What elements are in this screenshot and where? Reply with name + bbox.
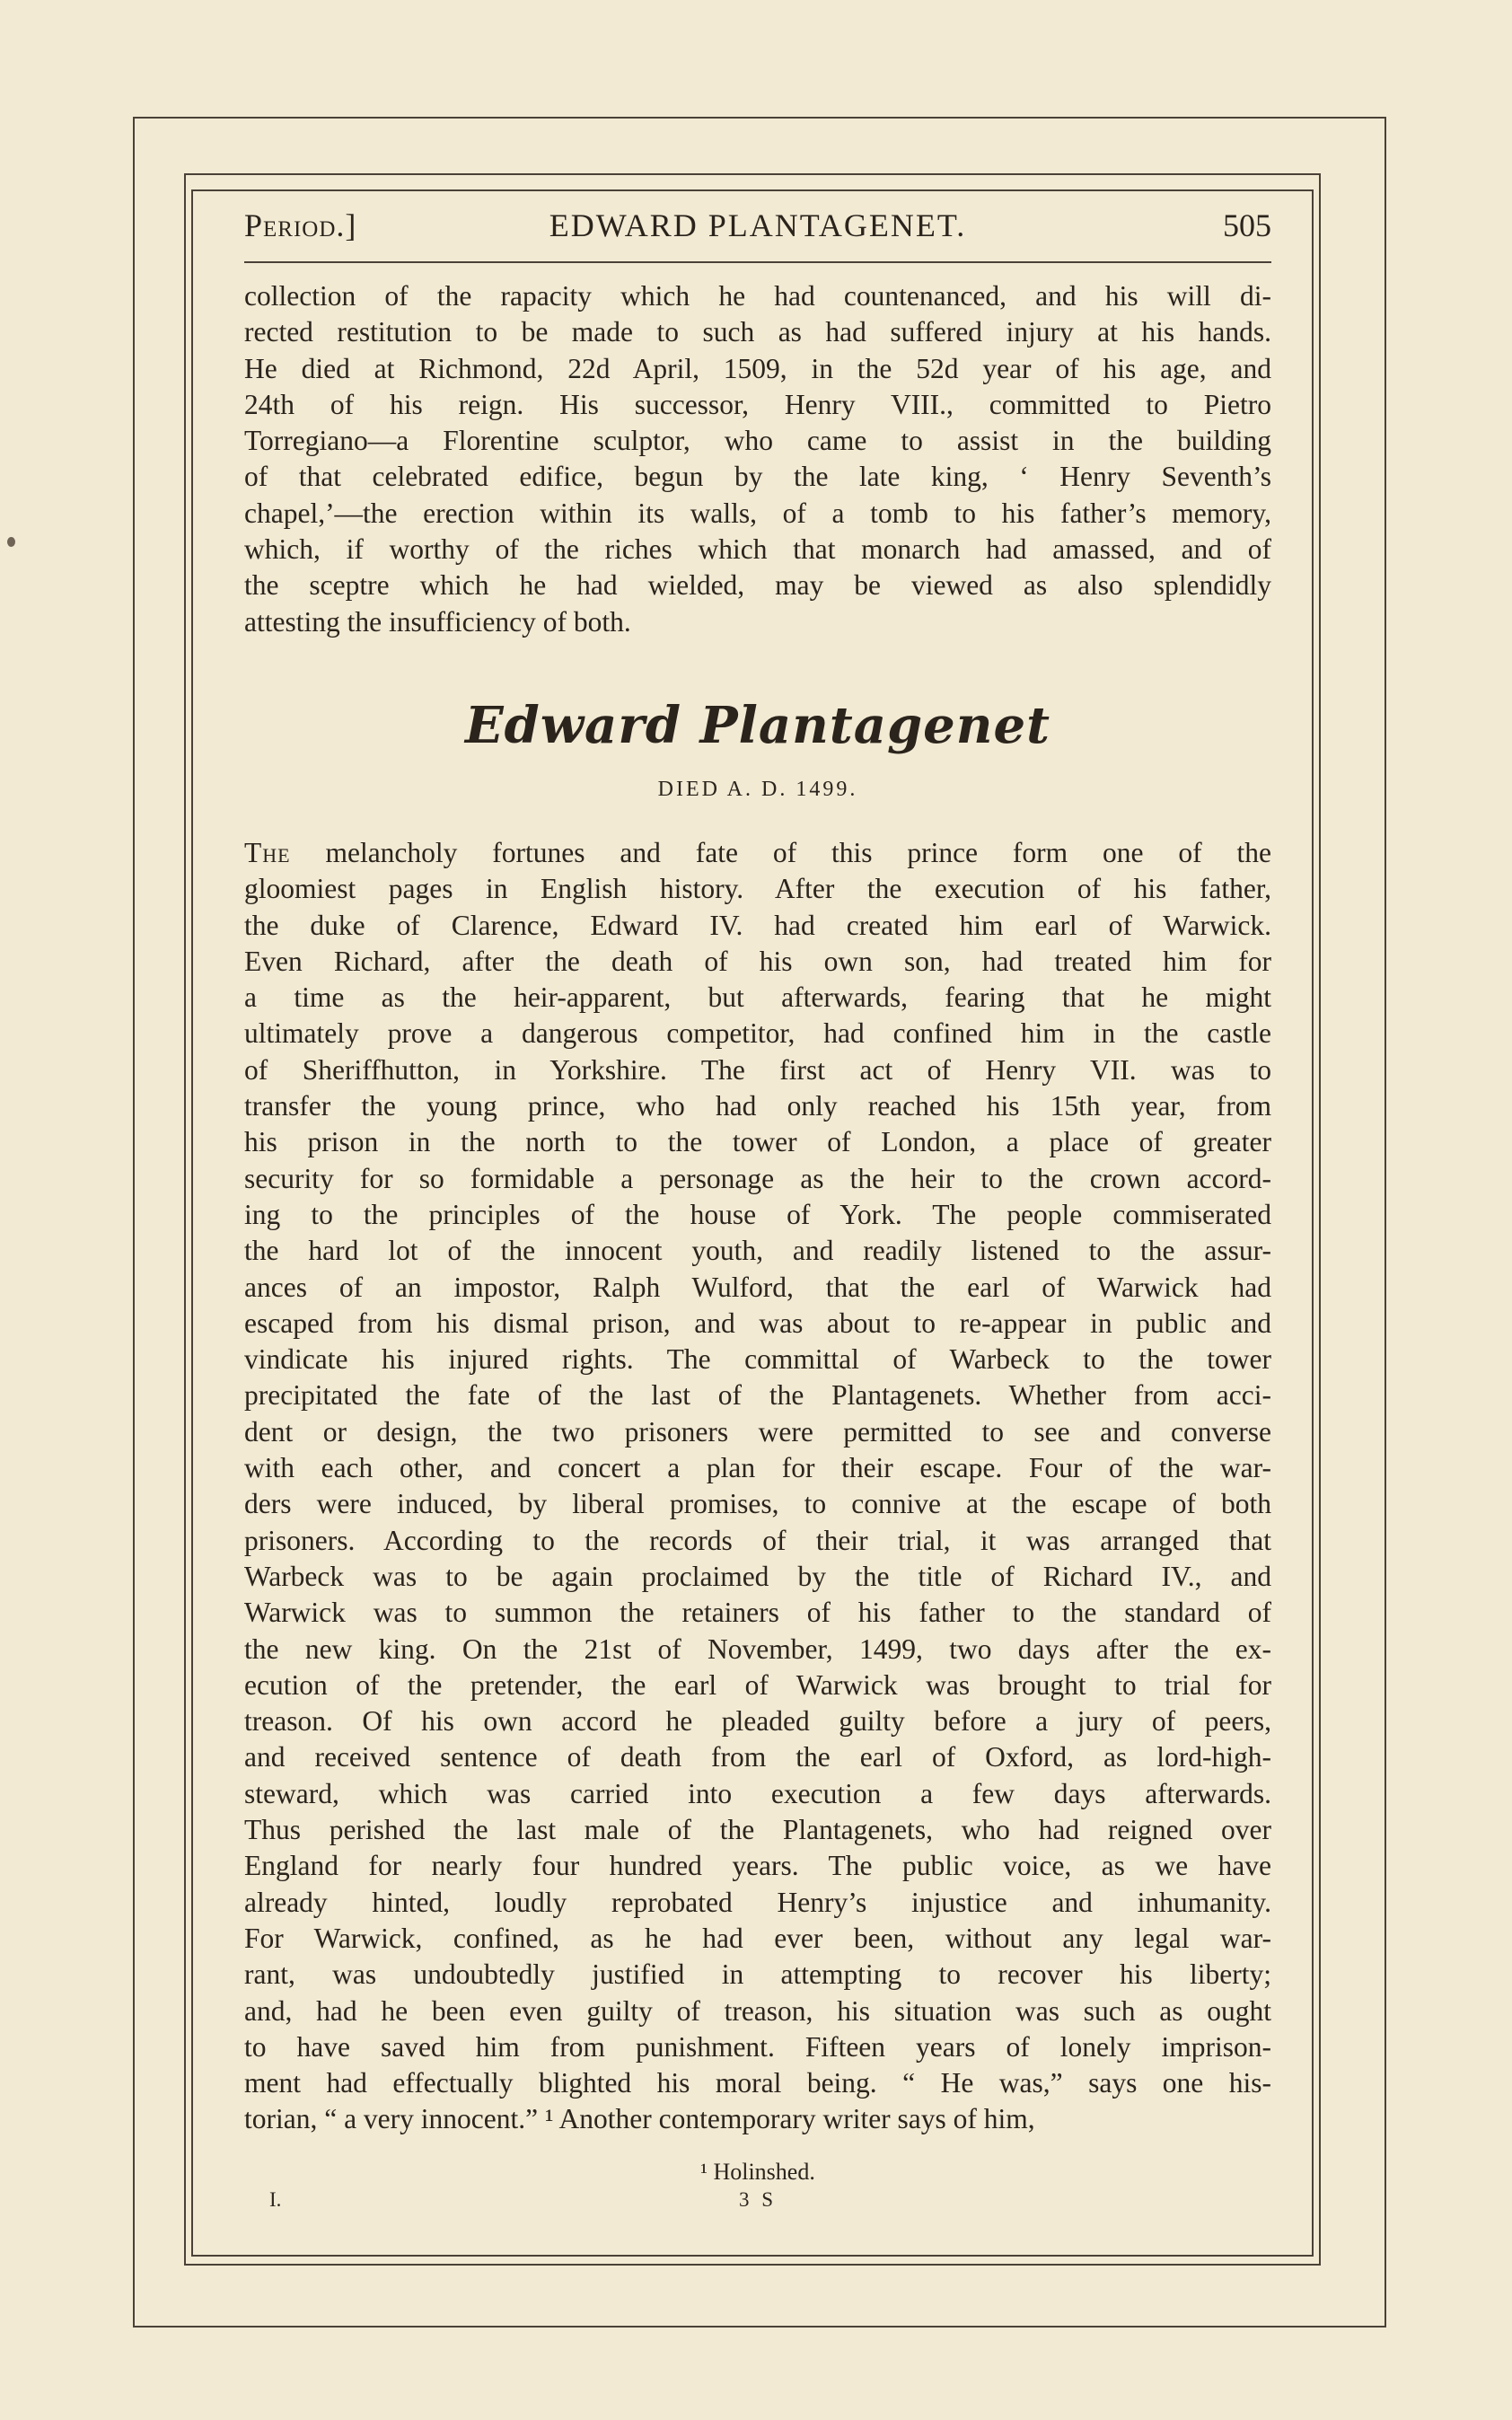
text-line: with each other, and concert a plan for their escape. Four of the war- bbox=[244, 1452, 1271, 1484]
text-line: Torregiano—a Florentine sculptor, who came to assist in the building bbox=[244, 425, 1271, 457]
section-date: DIED A. D. 1499. bbox=[657, 778, 858, 801]
text-line: Thus perished the last male of the Plantagenets, who had reigned over bbox=[244, 1814, 1271, 1846]
text-line: dent or design, the two prisoners were permitted to see and converse bbox=[244, 1415, 1271, 1448]
body-line bbox=[244, 835, 1271, 871]
text-line: For Warwick, confined, as he had ever been, without any legal war- bbox=[244, 1922, 1271, 1954]
text-line: attesting the insufficiency of both. bbox=[244, 605, 631, 638]
text-line: transfer the young prince, who had only reached his 15th year, from bbox=[244, 1090, 1271, 1122]
text-line: rected restitution to be made to such as had suffered injury at his hands. bbox=[244, 316, 1271, 348]
text-line: and, had he been even guilty of treason, his situation was such as ought bbox=[244, 1994, 1271, 2027]
body-first-line-rest: melancholy fortunes and fate of this prince form one of the bbox=[290, 837, 1271, 868]
header-title: EDWARD PLANTAGENET. bbox=[549, 207, 967, 243]
text-line: ment had effectually blighted his moral being. “ He was,” says one his- bbox=[244, 2067, 1271, 2099]
text-line: to have saved him from punishment. Fifteen years of lonely imprison- bbox=[244, 2030, 1271, 2063]
text-line: the duke of Clarence, Edward IV. had created him earl of Warwick. bbox=[244, 909, 1271, 941]
text-line: Even Richard, after the death of his own son, had treated him for bbox=[244, 945, 1271, 977]
text-line: England for nearly four hundred years. The public voice, as we have bbox=[244, 1850, 1271, 1882]
text-line: chapel,’—the erection within its walls, of a tomb to his father’s memory, bbox=[244, 497, 1271, 529]
text-line: of that celebrated edifice, begun by the late king, ‘ Henry Seventh’s bbox=[244, 461, 1271, 493]
text-line: ances of an impostor, Ralph Wulford, that the earl of Warwick had bbox=[244, 1271, 1271, 1303]
text-line: ing to the principles of the house of York. The people commiserated bbox=[244, 1198, 1271, 1230]
text-line: prisoners. According to the records of their trial, it was arranged that bbox=[244, 1524, 1271, 1556]
text-line: vindicate his injured rights. The committal of Warbeck to the tower bbox=[244, 1343, 1271, 1376]
section-title: Edward Plantagenet bbox=[464, 696, 1051, 755]
text-line: of Sheriffhutton, in Yorkshire. The first act of Henry VII. was to bbox=[244, 1053, 1271, 1086]
margin-ink-spot bbox=[7, 537, 15, 547]
text-line: ultimately prove a dangerous competitor, had confined him in the castle bbox=[244, 1017, 1271, 1050]
text-line: collection of the rapacity which he had countenanced, and his will di- bbox=[244, 280, 1271, 312]
text-line: treason. Of his own accord he pleaded guilty before a jury of peers, bbox=[244, 1705, 1271, 1738]
intro-paragraph bbox=[244, 278, 1271, 640]
text-line: torian, “ a very innocent.” ¹ Another contemporary writer says of him, bbox=[244, 2103, 1035, 2135]
text-line: which, if worthy of the riches which that monarch had amassed, and of bbox=[244, 533, 1271, 566]
text-line: ecution of the pretender, the earl of Warwick was brought to trial for bbox=[244, 1668, 1271, 1701]
signature-mark: 3 S bbox=[738, 2188, 778, 2211]
text-line: gloomiest pages in English history. After the execution of his father, bbox=[244, 873, 1271, 905]
text-line: his prison in the north to the tower of London, a place of greater bbox=[244, 1126, 1271, 1158]
text-line: 24th of his reign. His successor, Henry VIII., committed to Pietro bbox=[244, 388, 1271, 420]
text-line: ders were induced, by liberal promises, to connive at the escape of both bbox=[244, 1488, 1271, 1520]
text-line: Warbeck was to be again proclaimed by the title of Richard IV., and bbox=[244, 1560, 1271, 1592]
body-paragraph bbox=[244, 835, 1271, 2138]
page-number: 505 bbox=[1223, 207, 1271, 243]
header-period: Period.] bbox=[244, 207, 357, 243]
text-line: He died at Richmond, 22d April, 1509, in the 52d year of his age, and bbox=[244, 352, 1271, 384]
text-line: the new king. On the 21st of November, 1499, two days after the ex- bbox=[244, 1632, 1271, 1665]
running-header bbox=[244, 207, 1271, 251]
body-first-word: The bbox=[244, 837, 291, 868]
text-line: already hinted, loudly reprobated Henry’s injustice and inhumanity. bbox=[244, 1886, 1271, 1918]
signature-volume: I. bbox=[269, 2188, 282, 2211]
text-line: a time as the heir-apparent, but afterwards, fearing that he might bbox=[244, 981, 1271, 1014]
footnote: ¹ Holinshed. bbox=[700, 2159, 815, 2185]
text-line: security for so formidable a personage as the heir to the crown accord- bbox=[244, 1162, 1271, 1194]
text-line: Warwick was to summon the retainers of his father to the standard of bbox=[244, 1597, 1271, 1629]
text-line: the hard lot of the innocent youth, and readily listened to the assur- bbox=[244, 1235, 1271, 1267]
text-line: and received sentence of death from the earl of Oxford, as lord-high- bbox=[244, 1741, 1271, 1773]
text-line: rant, was undoubtedly justified in attempting to recover his liberty; bbox=[244, 1958, 1271, 1991]
text-line: steward, which was carried into execution a few days afterwards. bbox=[244, 1777, 1271, 1809]
text-line: escaped from his dismal prison, and was about to re-appear in public and bbox=[244, 1307, 1271, 1339]
text-line: precipitated the fate of the last of the Plantagenets. Whether from acci- bbox=[244, 1379, 1271, 1412]
header-rule bbox=[244, 261, 1271, 263]
text-line: the sceptre which he had wielded, may be viewed as also splendidly bbox=[244, 569, 1271, 602]
